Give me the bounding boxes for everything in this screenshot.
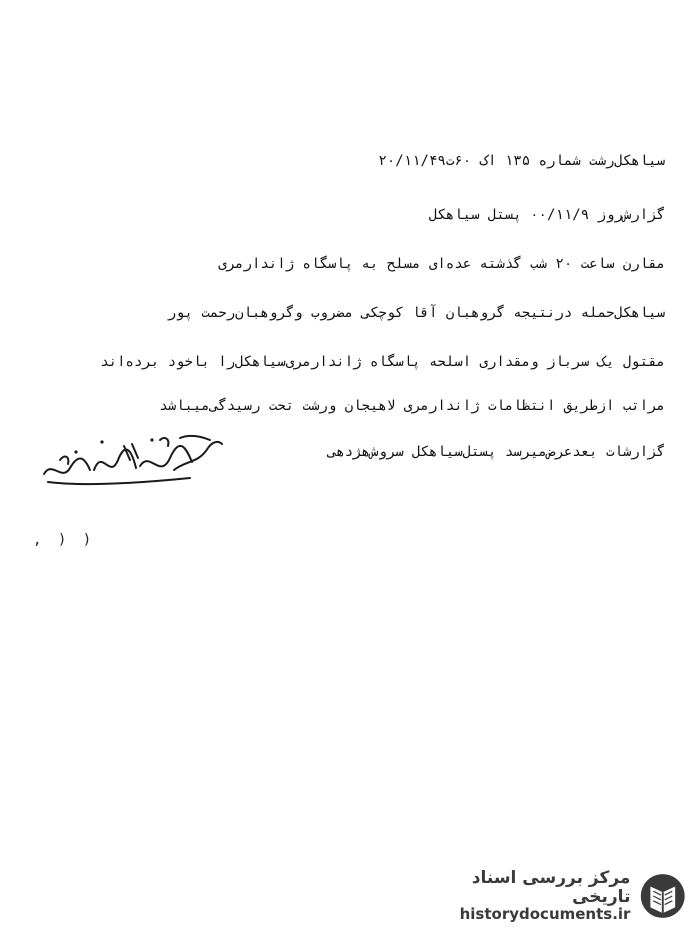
report-line: گزارش‌روز ۰۰/۱۱/۹ پستل سیاهکل bbox=[428, 207, 665, 223]
watermark-title: مرکز بررسی اسناد تاریخی bbox=[471, 868, 631, 907]
body-line: مراتب ازطریق انتظامات ژاندارمری لاهیجان ورشت تحت رسیدگی‌میباشد bbox=[159, 398, 665, 414]
header-line: سیاهکل‌رشت شماره ۱۳۵ اک ۶۰ت‌۲۰/۱۱/۴۹ bbox=[378, 153, 665, 169]
book-logo-icon bbox=[638, 870, 688, 922]
closing-line: گزارشات بعدعرض‌میرسد پستل‌سیاهکل سروش‌هژدهی bbox=[327, 444, 665, 460]
body-line: مقتول یک سرباز ومقداری اسلحه پاسگاه ژاندارمری‌سیاهکل‌را باخود برده‌اند bbox=[100, 354, 665, 370]
body-line: سیاهکل‌حمله درنتیجه گروهبان آقا کوچکی مضروب وگروهبان‌رحمت پور bbox=[167, 305, 665, 321]
archive-watermark bbox=[418, 867, 688, 925]
watermark-url: historydocuments.ir bbox=[459, 905, 631, 924]
watermark-text bbox=[418, 869, 630, 923]
handwritten-signature bbox=[40, 430, 225, 492]
body-line: مقارن ساعت ۲۰ شب گذشته عده‌ای مسلح به پاسگاه ژاندارمری bbox=[218, 256, 665, 272]
margin-mark: , ) ) bbox=[33, 532, 96, 548]
